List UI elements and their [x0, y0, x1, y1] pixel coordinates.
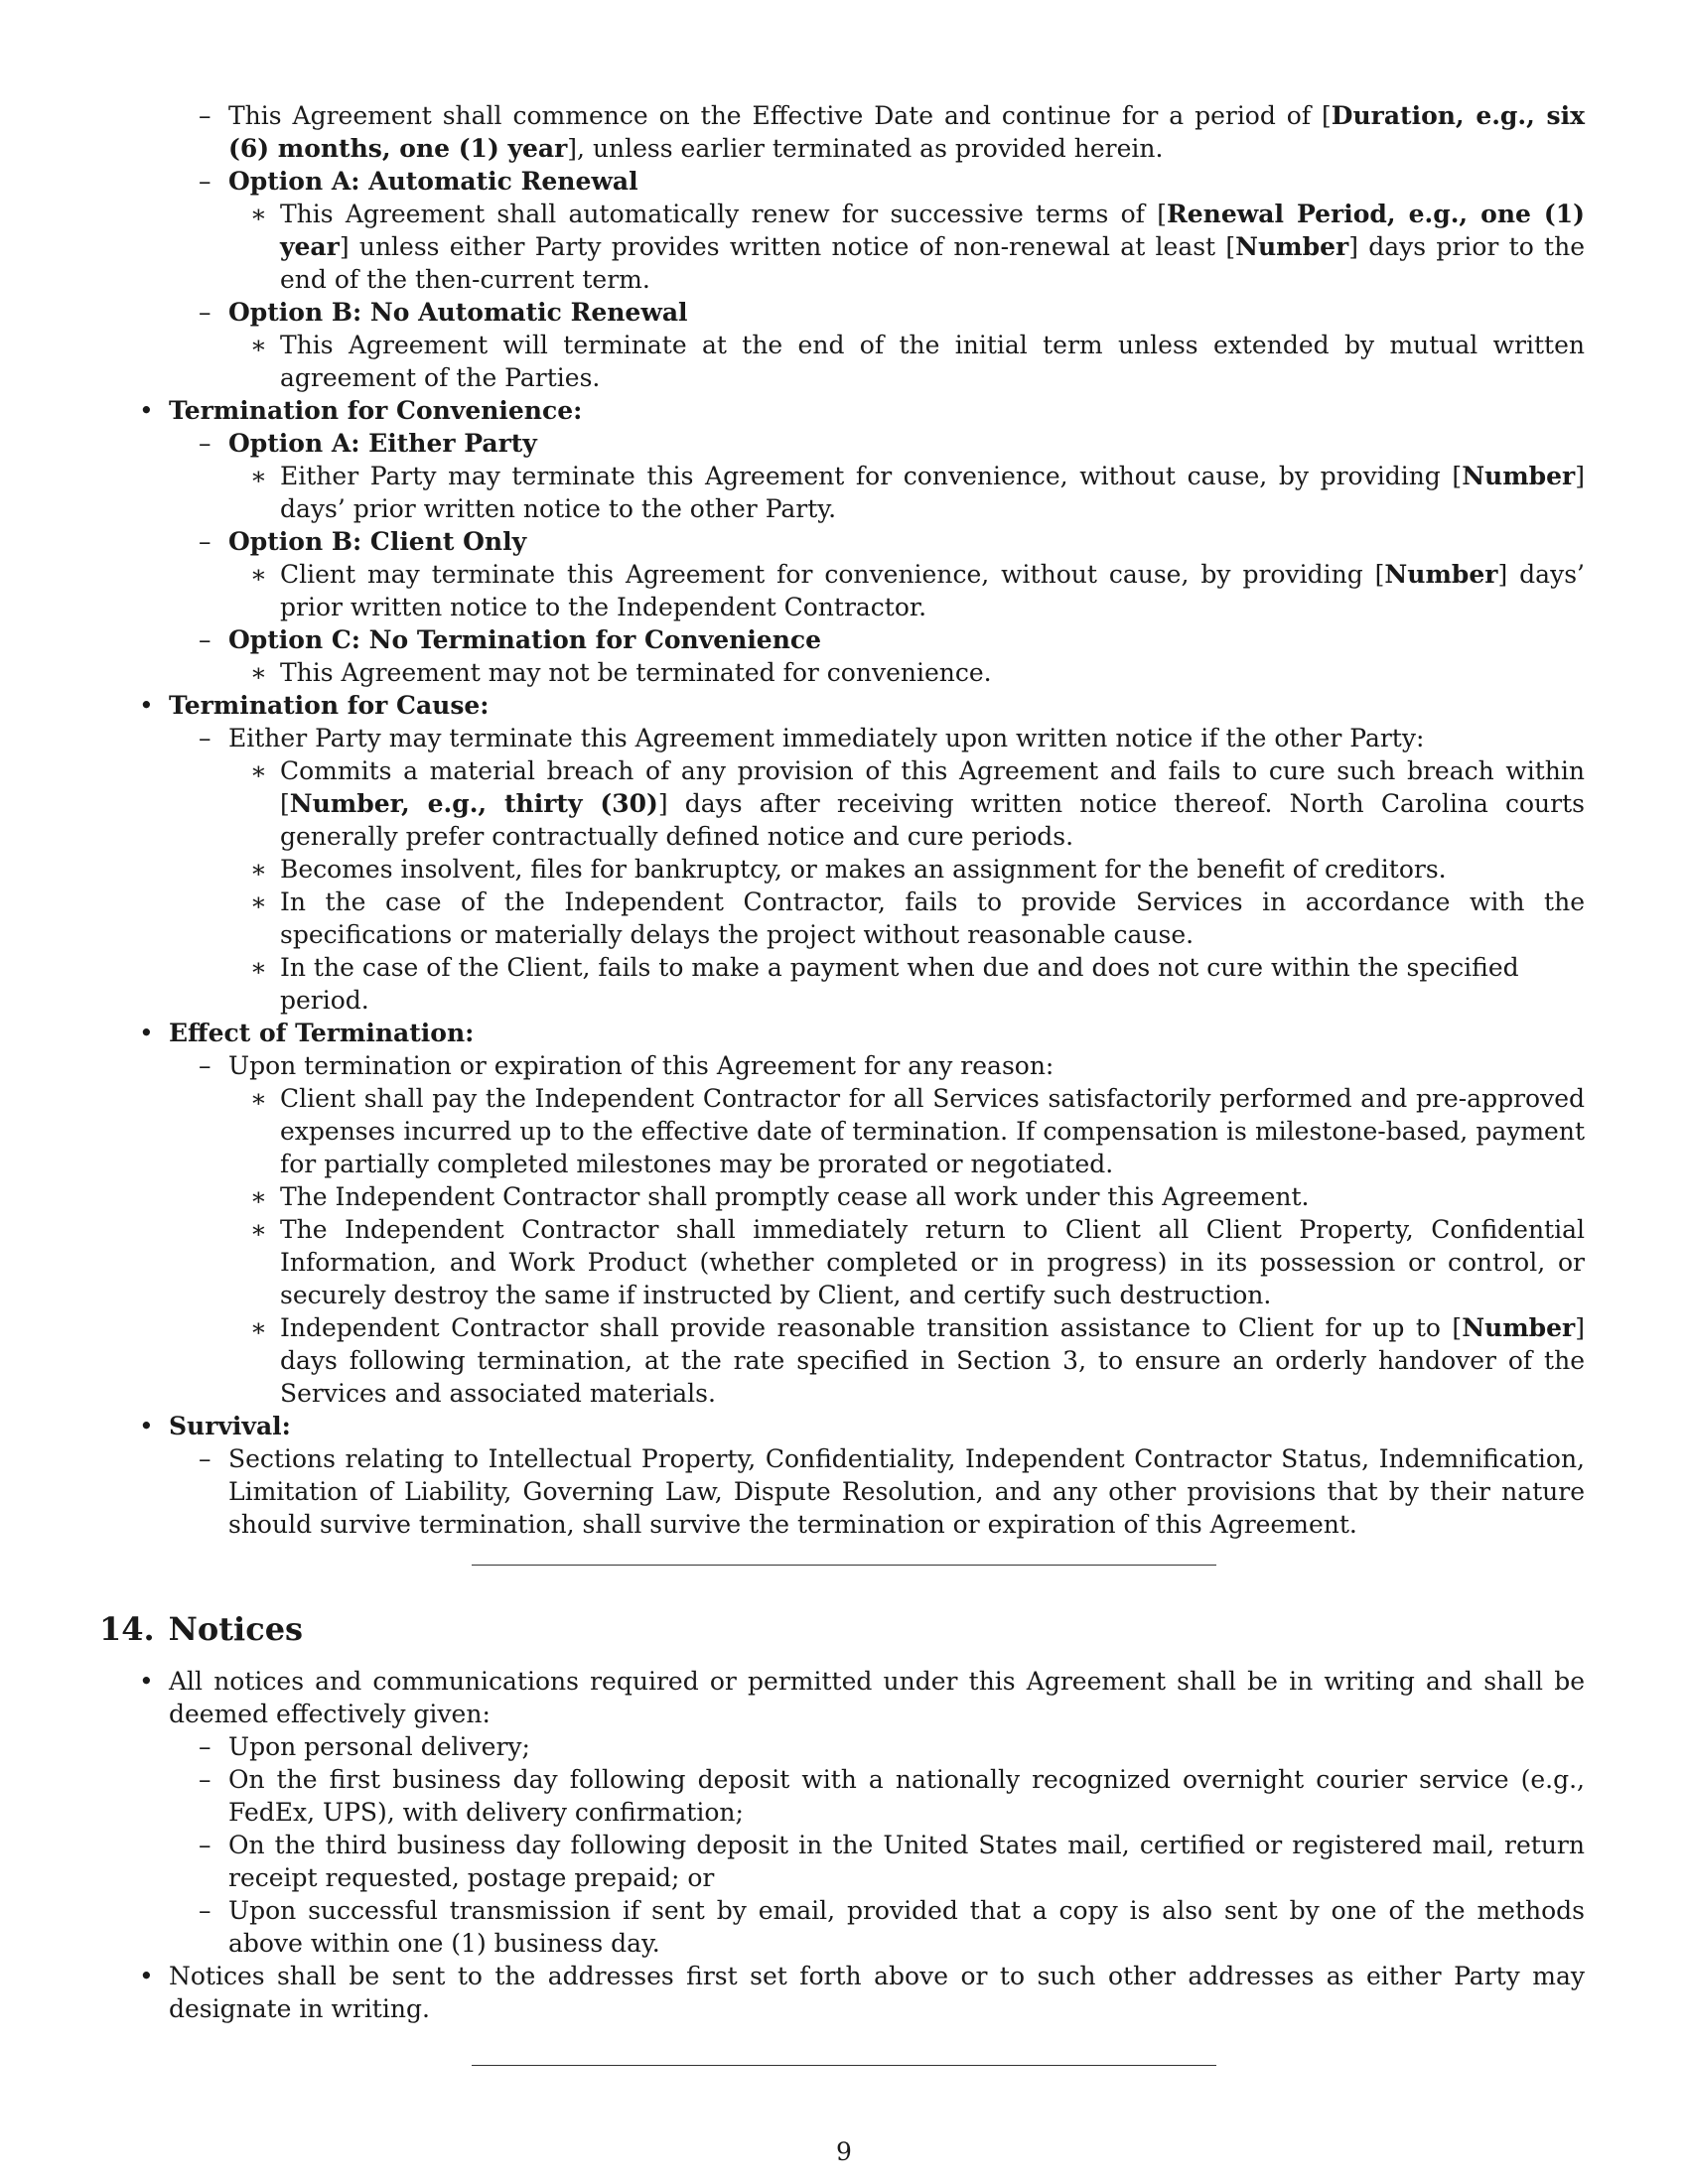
- convenience-option-c: – Option C: No Termination for Convenience: [228, 623, 1585, 656]
- convenience-option-c-text: ∗ This Agreement may not be terminated for convenience.: [280, 656, 1585, 689]
- notice-method: – On the first business day following deposit with a nationally recognized overnight courier service (e.g., FedEx, UPS), with delivery confirmation;: [228, 1763, 1585, 1829]
- notices-addresses: • Notices shall be sent to the addresses first set forth above or to such other addresses as either Party may designate in writing.: [169, 1960, 1585, 2025]
- term-option-a-text: ∗ This Agreement shall automatically renew for successive terms of [Renewal Period, e.g., one (1) year] unless either Party provides written notice of non-renewal at least [Number] days prior to the end of the then-current term.: [280, 198, 1585, 296]
- survival-heading: • Survival:: [169, 1410, 1585, 1442]
- convenience-option-b: – Option B: Client Only: [228, 525, 1585, 558]
- convenience-option-a: – Option A: Either Party: [228, 427, 1585, 460]
- notices-intro: • All notices and communications required or permitted under this Agreement shall be in writing and shall be deemed effectively given:: [169, 1665, 1585, 1730]
- section-divider: [472, 1565, 1216, 1566]
- section-divider: [472, 2065, 1216, 2066]
- cause-heading: • Termination for Cause:: [169, 689, 1585, 722]
- page-number: 9: [836, 2137, 852, 2166]
- cause-item: ∗ Becomes insolvent, files for bankruptcy, or makes an assignment for the benefit of creditors.: [280, 853, 1585, 886]
- notice-method: – Upon personal delivery;: [228, 1730, 1585, 1763]
- survival-text: – Sections relating to Intellectual Property, Confidentiality, Independent Contractor Status, Indemnification, Limitation of Liability, Governing Law, Dispute Resolution, and any other provisions that by their nature should survive termination, shall survive the termination or expiration of this Agreement.: [228, 1442, 1585, 1541]
- convenience-option-a-text: ∗ Either Party may terminate this Agreement for convenience, without cause, by providing [Number] days’ prior written notice to the other Party.: [280, 460, 1585, 525]
- cause-item: ∗ Commits a material breach of any provision of this Agreement and fails to cure such breach within [Number, e.g., thirty (30)] days after receiving written notice thereof. North Carolina courts generally prefer contractually defined notice and cure periods.: [280, 754, 1585, 853]
- effect-heading: • Effect of Termination:: [169, 1017, 1585, 1049]
- effect-item: ∗ Client shall pay the Independent Contractor for all Services satisfactorily performed and pre-approved expenses incurred up to the effective date of termination. If compensation is milestone-based, payment for partially completed milestones may be prorated or negotiated.: [280, 1082, 1585, 1180]
- term-option-b: – Option B: No Automatic Renewal: [228, 296, 1585, 329]
- section-heading-notices: 14. Notices: [99, 1610, 304, 1648]
- convenience-option-b-text: ∗ Client may terminate this Agreement for convenience, without cause, by providing [Number] days’ prior written notice to the Independent Contractor.: [280, 558, 1585, 623]
- cause-item: ∗ In the case of the Client, fails to make a payment when due and does not cure within the specified period.: [280, 951, 1585, 1017]
- cause-item: ∗ In the case of the Independent Contractor, fails to provide Services in accordance with the specifications or materially delays the project without reasonable cause.: [280, 886, 1585, 951]
- term-duration-item: – This Agreement shall commence on the Effective Date and continue for a period of [Duration, e.g., six (6) months, one (1) year], unless earlier terminated as provided herein.: [228, 99, 1585, 165]
- page-content: [0, 99, 1688, 2066]
- term-option-b-text: ∗ This Agreement will terminate at the end of the initial term unless extended by mutual written agreement of the Parties.: [280, 329, 1585, 394]
- notice-method: – On the third business day following deposit in the United States mail, certified or registered mail, return receipt requested, postage prepaid; or: [228, 1829, 1585, 1894]
- effect-item: ∗ The Independent Contractor shall promptly cease all work under this Agreement.: [280, 1180, 1585, 1213]
- effect-item: ∗ The Independent Contractor shall immediately return to Client all Client Property, Confidential Information, and Work Product (whether completed or in progress) in its possession or control, or securely destroy the same if instructed by Client, and certify such destruction.: [280, 1213, 1585, 1311]
- effect-item: ∗ Independent Contractor shall provide reasonable transition assistance to Client for up to [Number] days following termination, at the rate specified in Section 3, to ensure an orderly handover of the Services and associated materials.: [280, 1311, 1585, 1410]
- convenience-heading: • Termination for Convenience:: [169, 394, 1585, 427]
- effect-intro: – Upon termination or expiration of this Agreement for any reason:: [228, 1049, 1585, 1082]
- term-option-a: – Option A: Automatic Renewal: [228, 165, 1585, 198]
- notice-method: – Upon successful transmission if sent by email, provided that a copy is also sent by one of the methods above within one (1) business day.: [228, 1894, 1585, 1960]
- cause-intro: – Either Party may terminate this Agreement immediately upon written notice if the other Party:: [228, 722, 1585, 754]
